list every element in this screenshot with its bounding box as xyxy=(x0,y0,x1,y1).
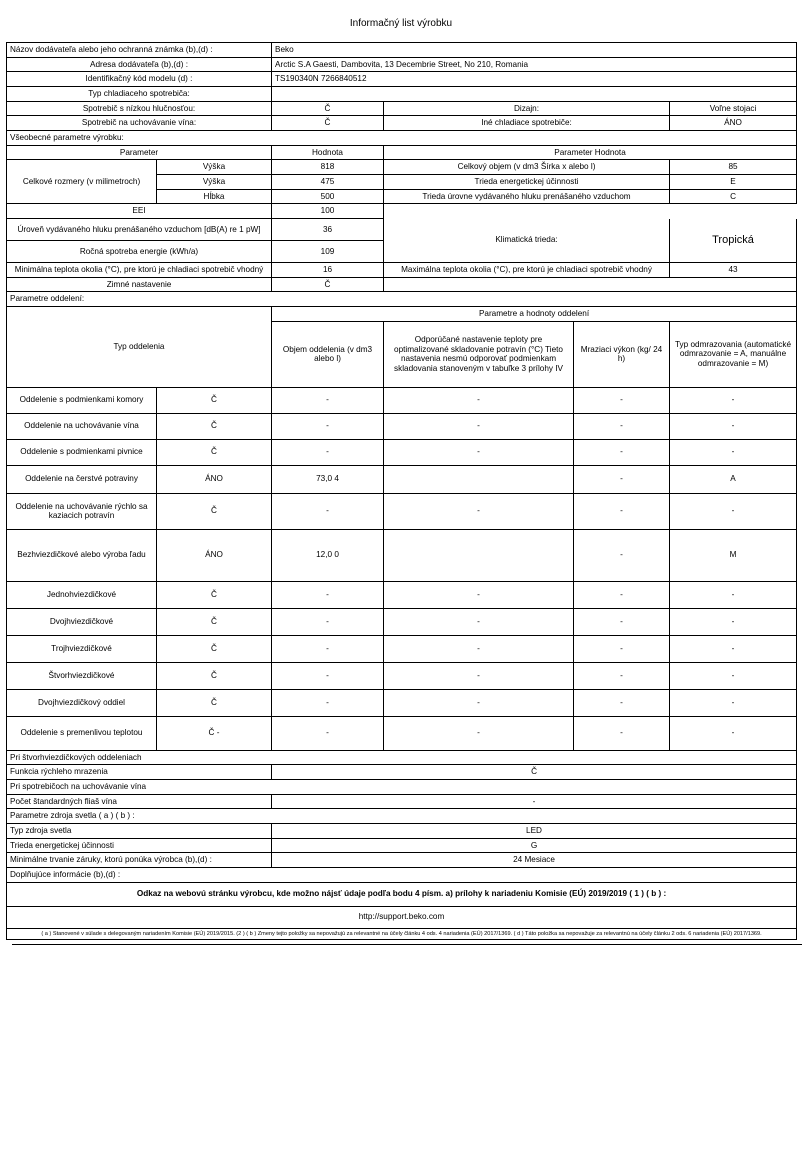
table-row xyxy=(7,794,797,809)
section-compartments-heading: Parametre oddelení: xyxy=(7,292,797,307)
table-row xyxy=(7,635,797,662)
table-row xyxy=(7,838,797,853)
annual-energy-label: Ročná spotreba energie (kWh/a) xyxy=(7,241,272,263)
weblink-label: Odkaz na webovú stránku výrobcu, kde možno nájsť údaje podľa bodu 4 písm. a) prílohy k nariadeniu Komisie (EÚ) 2019/2019 ( 1 ) ( b ) : xyxy=(7,882,797,906)
total-volume-label: Celkový objem (v dm3 Šírka x alebo l) xyxy=(384,160,670,175)
compartment-defrost: - xyxy=(670,439,797,465)
compartment-volume: - xyxy=(272,635,384,662)
climate-class-label: Klimatická trieda: xyxy=(384,219,670,263)
page-bottom-rule xyxy=(12,944,802,954)
compartment-defrost: - xyxy=(670,608,797,635)
header-parameter: Parameter xyxy=(7,145,272,160)
compartment-volume: - xyxy=(272,608,384,635)
compartment-temp: - xyxy=(384,493,574,529)
dimension-depth-value: 500 xyxy=(272,189,384,204)
compartment-temp: - xyxy=(384,635,574,662)
product-fiche-page xyxy=(0,18,802,954)
compartment-freeze: - xyxy=(574,529,670,581)
table-row xyxy=(7,662,797,689)
model-id-label: Identifikačný kód modelu (d) : xyxy=(7,72,272,87)
energy-class-value: E xyxy=(670,175,797,190)
compartment-freeze: - xyxy=(574,608,670,635)
table-row xyxy=(7,750,797,765)
table-row xyxy=(7,689,797,716)
overall-dimensions-label: Celkové rozmery (v milimetroch) xyxy=(7,160,157,204)
compartment-volume: - xyxy=(272,493,384,529)
table-row xyxy=(7,868,797,883)
table-row xyxy=(7,277,797,292)
other-appliances-label: Iné chladiace spotrebiče: xyxy=(384,116,670,131)
table-row xyxy=(7,131,797,146)
compartment-temp: - xyxy=(384,413,574,439)
climate-class-value: Tropická xyxy=(670,219,797,263)
table-row xyxy=(7,101,797,116)
light-energy-class-value: G xyxy=(272,838,797,853)
compartment-name: Oddelenie s podmienkami pivnice xyxy=(7,439,157,465)
compartment-freeze: - xyxy=(574,465,670,493)
compartment-name: Oddelenie na uchovávanie vína xyxy=(7,413,157,439)
fast-freeze-value: Č xyxy=(272,765,797,780)
fast-freeze-label: Funkcia rýchleho mrazenia xyxy=(7,765,272,780)
other-appliances-value: ÁNO xyxy=(670,116,797,131)
table-row xyxy=(7,292,797,307)
appliance-type-value xyxy=(272,87,797,102)
light-source-type-label: Typ zdroja svetla xyxy=(7,824,272,839)
annual-energy-value: 109 xyxy=(272,241,384,263)
compartment-present: Č xyxy=(157,581,272,608)
light-source-type-value: LED xyxy=(272,824,797,839)
light-energy-class-label: Trieda energetickej účinnosti xyxy=(7,838,272,853)
supplier-name-label: Názov dodávateľa alebo jeho ochranná známka (b),(d) : xyxy=(7,43,272,58)
table-row xyxy=(7,493,797,529)
table-row xyxy=(7,87,797,102)
compartment-temp: - xyxy=(384,439,574,465)
compartment-defrost: - xyxy=(670,413,797,439)
compartment-name: Oddelenie s premenlivou teplotou xyxy=(7,716,157,750)
compartment-temp: - xyxy=(384,689,574,716)
compartment-present: Č xyxy=(157,413,272,439)
supplier-address-value: Arctic S.A Gaesti, Dambovita, 13 Decembrie Street, No 210, Romania xyxy=(272,57,797,72)
table-row xyxy=(7,780,797,795)
compartment-present: ÁNO xyxy=(157,529,272,581)
compartment-defrost: A xyxy=(670,465,797,493)
compartment-temp-header: Odporúčané nastavenie teploty pre optimalizované skladovanie potravín (°C) Tieto nastavenia nesmú odporovať podmienkam skladovania stanoveným v tabuľke 3 prílohy IV xyxy=(384,321,574,387)
compartment-volume: - xyxy=(272,413,384,439)
compartment-volume: - xyxy=(272,689,384,716)
min-ambient-value: 16 xyxy=(272,263,384,278)
compartment-temp xyxy=(384,465,574,493)
table-row xyxy=(7,529,797,581)
compartment-params-group-header: Parametre a hodnoty oddelení xyxy=(272,307,797,322)
compartment-volume: 73,0 4 xyxy=(272,465,384,493)
table-row xyxy=(7,145,797,160)
compartment-present: Č xyxy=(157,493,272,529)
winter-setting-label: Zimné nastavenie xyxy=(7,277,272,292)
min-ambient-label: Minimálna teplota okolia (°C), pre ktorú je chladiaci spotrebič vhodný xyxy=(7,263,272,278)
compartment-name: Jednohviezdičkové xyxy=(7,581,157,608)
compartment-name: Oddelenie s podmienkami komory xyxy=(7,387,157,413)
compartment-name: Oddelenie na čerstvé potraviny xyxy=(7,465,157,493)
table-row xyxy=(7,43,797,58)
compartment-defrost: M xyxy=(670,529,797,581)
compartment-name: Dvojhviezdičkové xyxy=(7,608,157,635)
eei-label: EEI xyxy=(7,204,272,219)
dimension-height-label: Výška xyxy=(157,160,272,175)
compartment-temp: - xyxy=(384,608,574,635)
wine-storage-value: Č xyxy=(272,116,384,131)
compartment-volume-header: Objem oddelenia (v dm3 alebo l) xyxy=(272,321,384,387)
winter-setting-value: Č xyxy=(272,277,384,292)
table-row xyxy=(7,581,797,608)
max-ambient-value: 43 xyxy=(670,263,797,278)
compartment-defrost: - xyxy=(670,689,797,716)
dimension-width-label: Výška xyxy=(157,175,272,190)
table-row xyxy=(7,809,797,824)
compartment-freeze: - xyxy=(574,662,670,689)
compartment-freeze: - xyxy=(574,493,670,529)
supplier-address-label: Adresa dodávateľa (b),(d) : xyxy=(7,57,272,72)
table-row xyxy=(7,116,797,131)
airborne-noise-label: Úroveň vydávaného hluku prenášaného vzduchom [dB(A) re 1 pW] xyxy=(7,219,272,241)
table-row xyxy=(7,906,797,928)
wine-storage-label: Spotrebič na uchovávanie vína: xyxy=(7,116,272,131)
compartment-name: Oddelenie na uchovávanie rýchlo sa kaziacich potravín xyxy=(7,493,157,529)
table-row xyxy=(7,465,797,493)
table-row xyxy=(7,413,797,439)
compartment-volume: - xyxy=(272,439,384,465)
compartment-temp: - xyxy=(384,716,574,750)
additional-info-label: Doplňujúce informácie (b),(d) : xyxy=(7,868,797,883)
compartment-freeze: - xyxy=(574,439,670,465)
table-row xyxy=(7,853,797,868)
compartment-defrost: - xyxy=(670,716,797,750)
compartment-name: Bezhviezdičkové alebo výroba ľadu xyxy=(7,529,157,581)
compartment-temp xyxy=(384,529,574,581)
header-parameter-hodnota: Parameter Hodnota xyxy=(384,145,797,160)
four-star-section-heading: Pri štvorhviezdičkových oddeleniach xyxy=(7,750,797,765)
dimension-depth-label: Hĺbka xyxy=(157,189,272,204)
compartment-name: Trojhviezdičkové xyxy=(7,635,157,662)
noise-class-value: C xyxy=(670,189,797,204)
compartment-freeze: - xyxy=(574,387,670,413)
table-row xyxy=(7,387,797,413)
max-ambient-label: Maximálna teplota okolia (°C), pre ktorú je chladiaci spotrebič vhodný xyxy=(384,263,670,278)
table-row xyxy=(7,307,797,322)
compartment-volume: - xyxy=(272,662,384,689)
table-row xyxy=(7,263,797,278)
bottle-count-label: Počet štandardných fliaš vína xyxy=(7,794,272,809)
compartment-freeze-header: Mraziaci výkon (kg/ 24 h) xyxy=(574,321,670,387)
table-row xyxy=(7,439,797,465)
compartment-name: Štvorhviezdičkové xyxy=(7,662,157,689)
table-row xyxy=(7,204,797,219)
energy-class-label: Trieda energetickej účinnosti xyxy=(384,175,670,190)
compartment-defrost: - xyxy=(670,662,797,689)
compartment-volume: - xyxy=(272,581,384,608)
table-row xyxy=(7,882,797,906)
compartment-freeze: - xyxy=(574,689,670,716)
table-row xyxy=(7,57,797,72)
table-row xyxy=(7,824,797,839)
section-general-heading: Všeobecné parametre výrobku: xyxy=(7,131,797,146)
compartment-defrost: - xyxy=(670,387,797,413)
support-website-link[interactable]: http://support.beko.com xyxy=(7,906,797,928)
compartment-volume: - xyxy=(272,387,384,413)
compartment-temp: - xyxy=(384,387,574,413)
compartment-present: Č xyxy=(157,387,272,413)
wine-section-heading: Pri spotrebičoch na uchovávanie vína xyxy=(7,780,797,795)
compartment-defrost: - xyxy=(670,493,797,529)
page-title: Informačný list výrobku xyxy=(349,18,453,29)
supplier-name-value: Beko xyxy=(272,43,797,58)
table-row xyxy=(7,765,797,780)
compartment-present: Č xyxy=(157,635,272,662)
model-id-value: TS190340N 7266840512 xyxy=(272,72,797,87)
table-row xyxy=(7,72,797,87)
eei-value: 100 xyxy=(272,204,384,219)
design-label: Dizajn: xyxy=(384,101,670,116)
dimension-width-value: 475 xyxy=(272,175,384,190)
appliance-type-label: Typ chladiaceho spotrebiča: xyxy=(7,87,272,102)
compartment-volume: - xyxy=(272,716,384,750)
low-noise-value: Č xyxy=(272,101,384,116)
light-section-heading: Parametre zdroja svetla ( a ) ( b ) : xyxy=(7,809,797,824)
winter-setting-empty xyxy=(384,277,797,292)
compartment-present: Č xyxy=(157,439,272,465)
table-row xyxy=(7,608,797,635)
table-row xyxy=(7,219,797,241)
footnote-text: ( a ) Stanovené v súlade s delegovaným nariadením Komisie (EÚ) 2019/2015. (2 ) ( b ) Zmeny tejto položky sa nepovažujú za relevantné na účely článku 4 ods. 4 nariadenia (EÚ) 2017/1369. ( d ) Táto položka sa nepovažuje za relevantnú na účely článku 2 ods. 6 nariadenia (EÚ) 2017/1369. xyxy=(7,928,797,940)
airborne-noise-value: 36 xyxy=(272,219,384,241)
compartment-name: Dvojhviezdičkový oddiel xyxy=(7,689,157,716)
table-row xyxy=(7,160,797,175)
compartment-type-header: Typ oddelenia xyxy=(7,307,272,388)
design-value: Voľne stojaci xyxy=(670,101,797,116)
total-volume-value: 85 xyxy=(670,160,797,175)
compartment-freeze: - xyxy=(574,635,670,662)
compartment-temp: - xyxy=(384,662,574,689)
compartment-defrost: - xyxy=(670,581,797,608)
compartment-freeze: - xyxy=(574,716,670,750)
table-row xyxy=(7,928,797,940)
compartment-defrost-header: Typ odmrazovania (automatické odmrazovanie = A, manuálne odmrazovanie = M) xyxy=(670,321,797,387)
compartment-present: Č - xyxy=(157,716,272,750)
compartment-present: Č xyxy=(157,662,272,689)
header-hodnota: Hodnota xyxy=(272,145,384,160)
warranty-label: Minimálne trvanie záruky, ktorú ponúka výrobca (b),(d) : xyxy=(7,853,272,868)
bottle-count-value: - xyxy=(272,794,797,809)
compartment-defrost: - xyxy=(670,635,797,662)
compartment-freeze: - xyxy=(574,581,670,608)
compartment-present: ÁNO xyxy=(157,465,272,493)
compartment-volume: 12,0 0 xyxy=(272,529,384,581)
compartment-temp: - xyxy=(384,581,574,608)
noise-class-label: Trieda úrovne vydávaného hluku prenášaného vzduchom xyxy=(384,189,670,204)
low-noise-label: Spotrebič s nízkou hlučnosťou: xyxy=(7,101,272,116)
compartment-present: Č xyxy=(157,689,272,716)
table-row xyxy=(7,716,797,750)
product-fiche-table xyxy=(6,42,797,940)
climate-spacer-top xyxy=(384,204,797,219)
compartment-present: Č xyxy=(157,608,272,635)
compartment-freeze: - xyxy=(574,413,670,439)
dimension-height-value: 818 xyxy=(272,160,384,175)
warranty-value: 24 Mesiace xyxy=(272,853,797,868)
